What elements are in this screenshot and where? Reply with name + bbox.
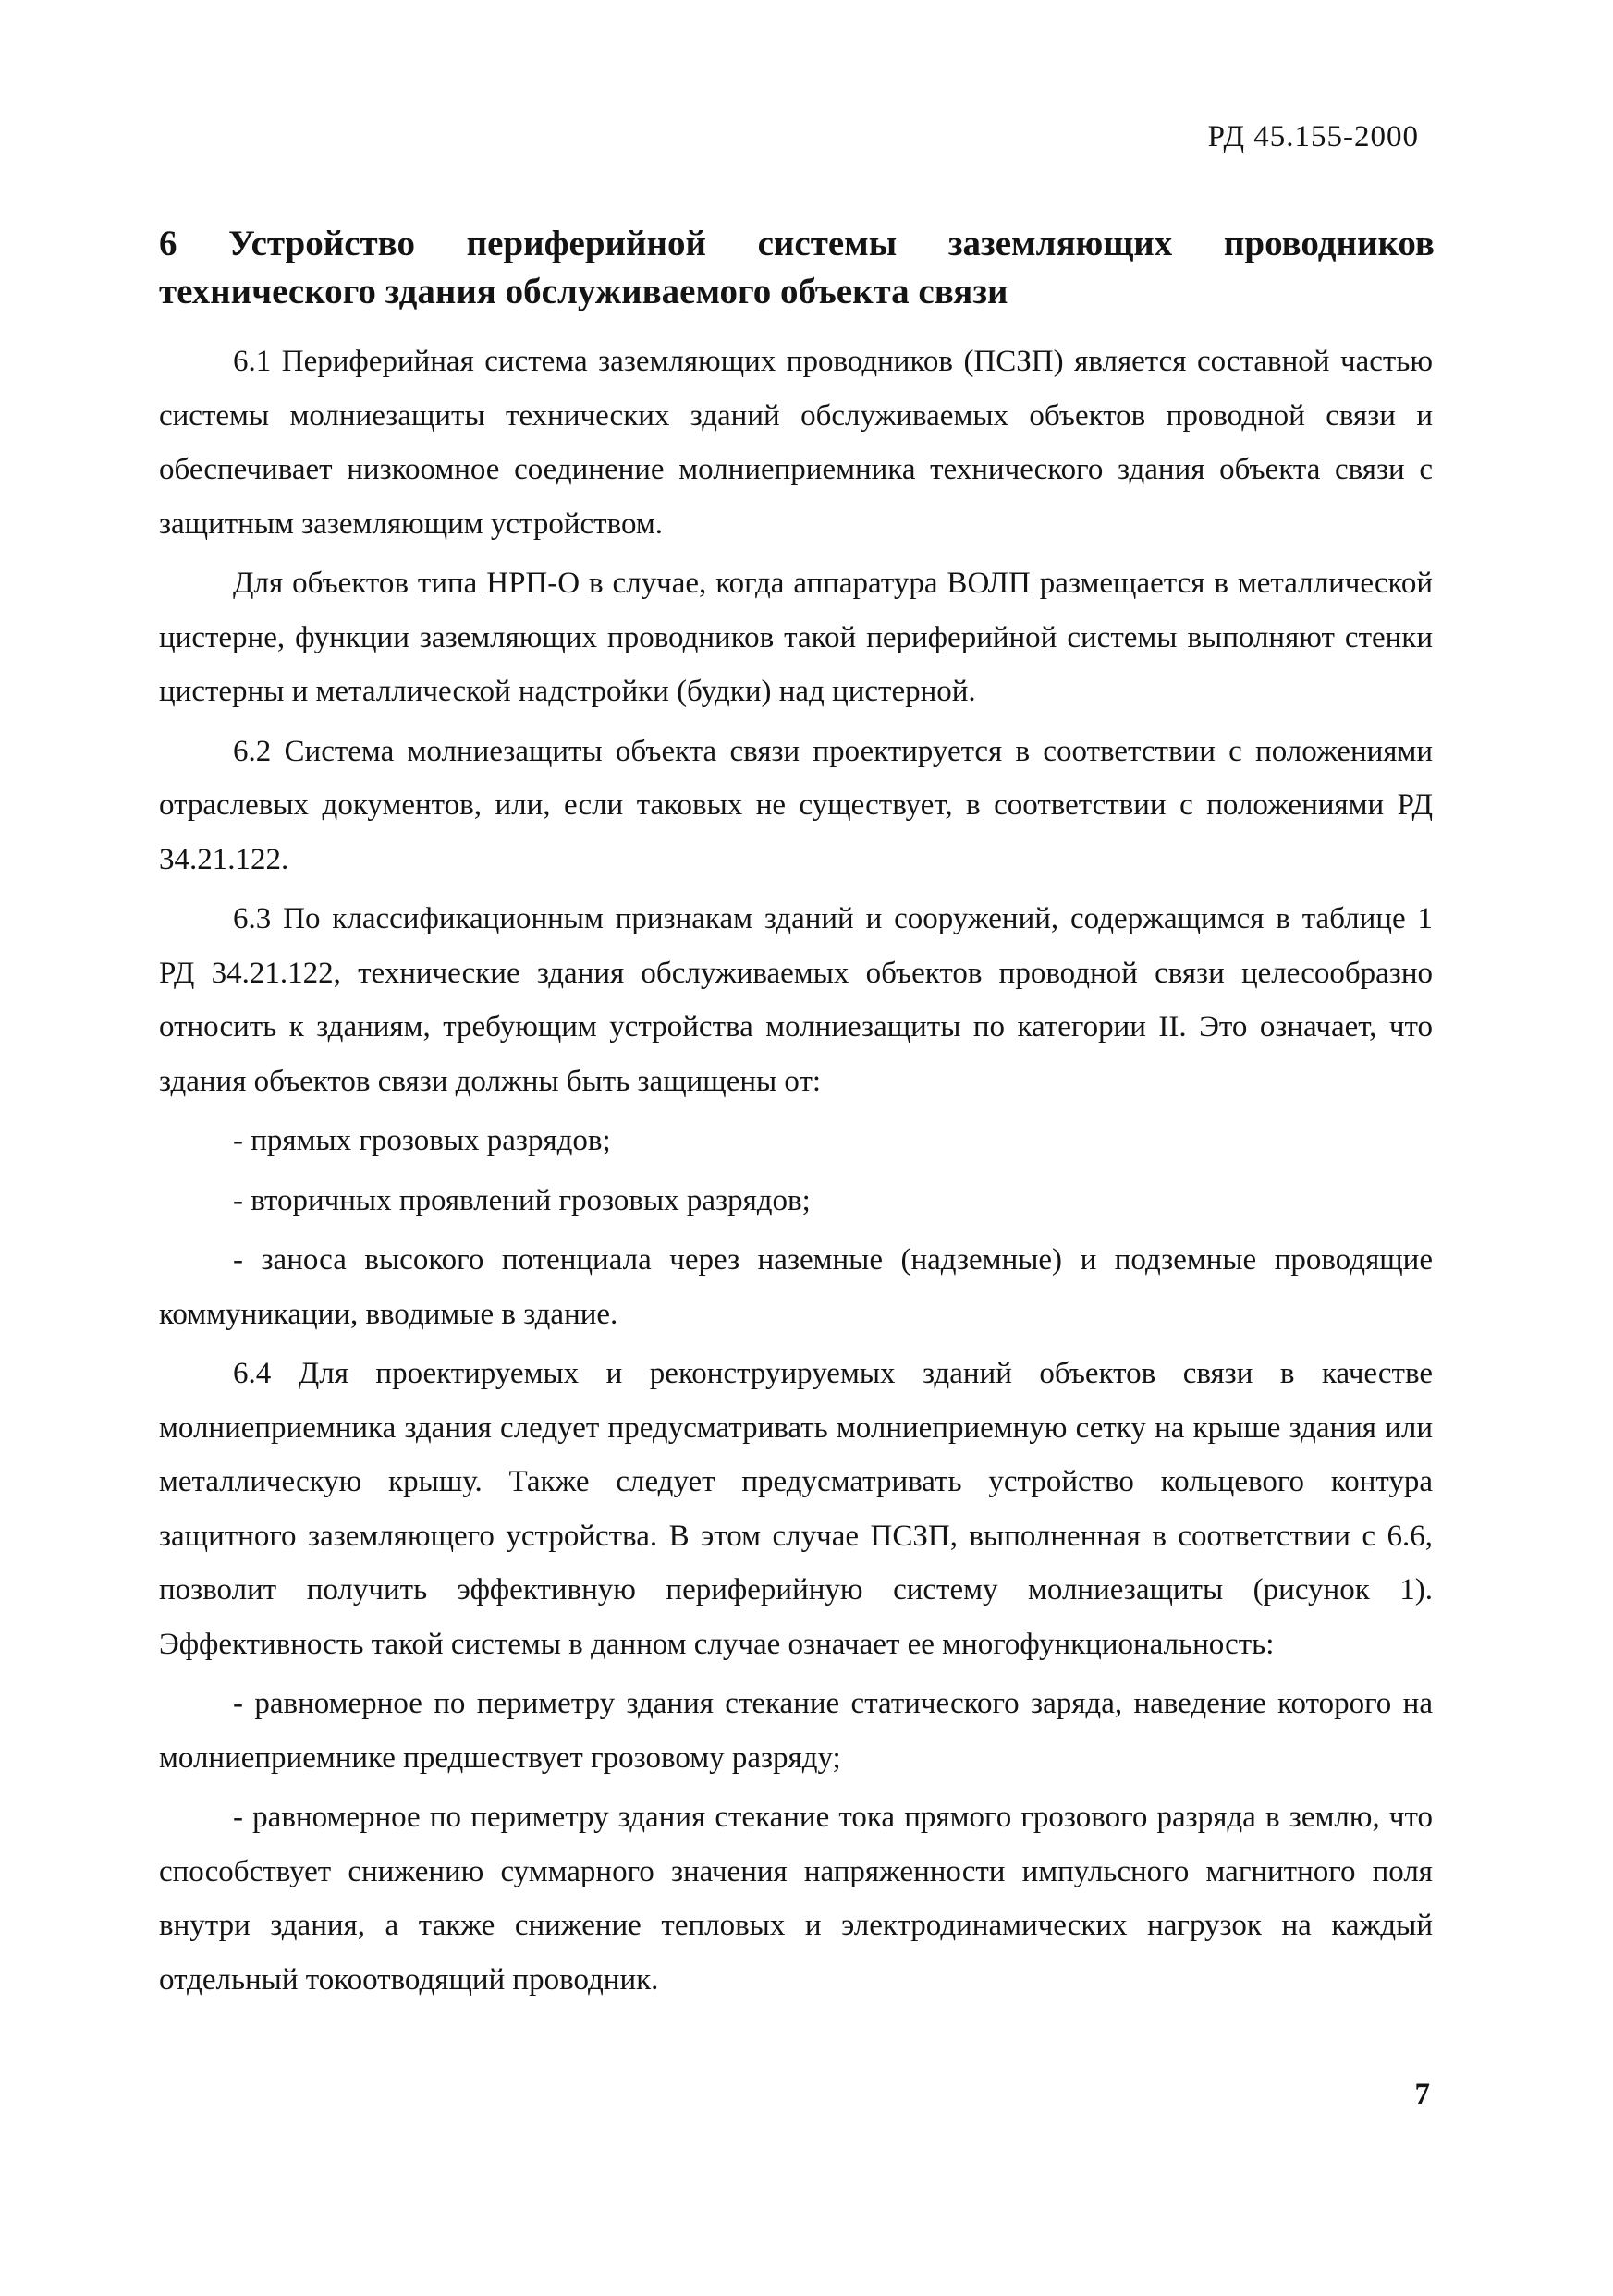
document-code: РД 45.155-2000 <box>1207 120 1419 153</box>
paragraph-6-1: 6.1 Периферийная система заземляющих проводников (ПСЗП) является составной частью системы молниезащиты технических зданий обслуживаемых объектов проводной связи и обеспечивает низкоомное соединение молниеприемника технического здания объекта связи с защитным заземляющим устройством. <box>159 345 1433 541</box>
list-item: - прямых грозовых разрядов; <box>233 1124 611 1157</box>
list-item: - равномерное по периметру здания стекание тока прямого грозового разряда в землю, что способствует снижению суммарного значения напряженности импульсного магнитного поля внутри здания, а также снижение тепловых и электродинамических нагрузок на каждый отдельный токоотводящий проводник. <box>159 1801 1433 1997</box>
section-title: 6 Устройство периферийной системы заземляющих проводников технического здания обслуживаемого объекта связи <box>159 224 1435 311</box>
paragraph-6-2: 6.2 Система молниезащиты объекта связи проектируется в соответствии с положениями отраслевых документов, или, если таковых не существует, в соответствии с положениями РД 34.21.122. <box>159 734 1433 876</box>
list-item: - равномерное по периметру здания стекание статического заряда, наведение которого на молниеприемнике предшествует грозовому разряду; <box>159 1687 1433 1775</box>
paragraph-6-3: 6.3 По классификационным признакам зданий и сооружений, содержащимся в таблице 1 РД 34.21.122, технические здания обслуживаемых объектов проводной связи целесообразно относить к зданиям, требующим устройства молниезащиты по категории II. Это означает, что здания объектов связи должны быть защищены от: <box>159 902 1433 1098</box>
list-item: - вторичных проявлений грозовых разрядов; <box>233 1183 811 1217</box>
section-body <box>159 335 1433 2007</box>
paragraph-nrp-o: Для объектов типа НРП-О в случае, когда аппаратура ВОЛП размещается в металлической цистерне, функции заземляющих проводников такой периферийной системы выполняют стенки цистерны и металлической надстройки (будки) над цистерной. <box>159 567 1433 708</box>
paragraph-6-4: 6.4 Для проектируемых и реконструируемых зданий объектов связи в качестве молниеприемника здания следует предусматривать молниеприемную сетку на крыше здания или металлическую крышу. Также следует предусматривать устройство кольцевого контура защитного заземляющего устройства. В этом случае ПСЗП, выполненная в соответствии с 6.6, позволит получить эффективную периферийную систему молниезащиты (рисунок 1). Эффективность такой системы в данном случае означает ее многофункциональность: <box>159 1357 1433 1661</box>
list-item: - заноса высокого потенциала через наземные (надземные) и подземные проводящие коммуникации, вводимые в здание. <box>159 1243 1433 1331</box>
page-number: 7 <box>1414 2078 1430 2111</box>
